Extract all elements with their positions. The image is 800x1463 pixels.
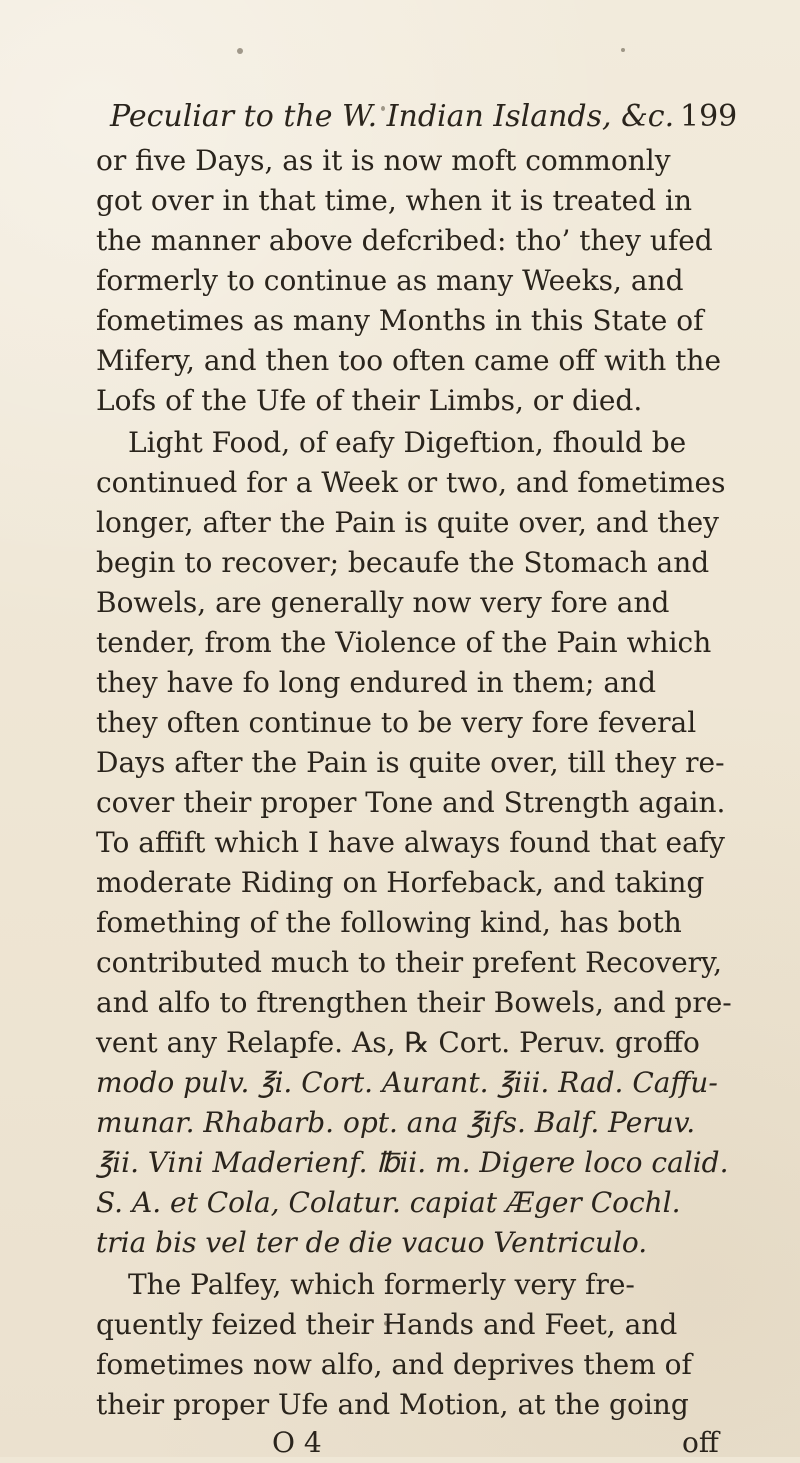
text-line: or five Days, as it is now moft commonly xyxy=(96,144,671,177)
page-footer xyxy=(272,1423,719,1463)
text-line: Lofs of the Ufe of their Limbs, or died. xyxy=(96,384,643,417)
text-line: they have fo long endured in them; and xyxy=(96,666,656,699)
signature-mark: O 4 xyxy=(272,1426,322,1459)
text-line: quently feized their Hands and Feet, and xyxy=(96,1308,678,1341)
catchword: off xyxy=(682,1426,719,1459)
text-line: Light Food, of eafy Digeftion, fhould be xyxy=(128,426,687,459)
text-line: fometimes now alfo, and deprives them of xyxy=(96,1348,692,1381)
text-line: Bowels, are generally now very fore and xyxy=(96,586,670,619)
text-line: To affift which I have always found that eafy xyxy=(96,826,725,859)
ink-spot xyxy=(237,48,243,54)
text-line: Mifery, and then too often came off with the xyxy=(96,344,722,377)
text-line: cover their proper Tone and Strength again. xyxy=(96,786,726,819)
text-line: got over in that time, when it is treated in xyxy=(96,184,692,217)
text-line: and alfo to ftrengthen their Bowels, and pre- xyxy=(96,986,732,1019)
text-line: continued for a Week or two, and fometimes xyxy=(96,466,726,499)
page-header xyxy=(110,93,738,141)
text-line: tria bis vel ter de die vacuo Ventriculo. xyxy=(96,1226,648,1259)
text-line: fomething of the following kind, has both xyxy=(96,906,682,939)
running-title: Peculiar to the W. Indian Islands, &c. xyxy=(110,99,675,134)
text-line: moderate Riding on Horfeback, and taking xyxy=(96,866,705,899)
text-line: ℥ii. Vini Maderienf. ℔ii. m. Digere loco calid. xyxy=(96,1146,729,1179)
text-line: longer, after the Pain is quite over, and they xyxy=(96,506,719,539)
text-line: formerly to continue as many Weeks, and xyxy=(96,264,684,297)
text-line: contributed much to their prefent Recovery, xyxy=(96,946,723,979)
text-line: vent any Relapfe. As, ℞ Cort. Peruv. groffo xyxy=(96,1026,700,1059)
text-line: The Palfey, which formerly very fre- xyxy=(128,1268,635,1301)
text-line: Days after the Pain is quite over, till they re- xyxy=(96,746,725,779)
text-line: they often continue to be very fore feveral xyxy=(96,706,697,739)
text-line: S. A. et Cola, Colatur. capiat Æger Cochl. xyxy=(96,1186,681,1219)
text-line: modo pulv. ℥i. Cort. Aurant. ℥iii. Rad. Caffu- xyxy=(96,1066,718,1099)
text-line: fometimes as many Months in this State of xyxy=(96,304,704,337)
text-line: the manner above defcribed: tho’ they ufed xyxy=(96,224,713,257)
ink-spot xyxy=(621,48,625,52)
text-line: begin to recover; becaufe the Stomach and xyxy=(96,546,710,579)
text-line: their proper Ufe and Motion, at the going xyxy=(96,1388,689,1421)
page-number: 199 xyxy=(680,99,738,134)
text-line: munar. Rhabarb. opt. ana ℥ifs. Balf. Peruv. xyxy=(96,1106,696,1139)
text-line: tender, from the Violence of the Pain which xyxy=(96,626,712,659)
